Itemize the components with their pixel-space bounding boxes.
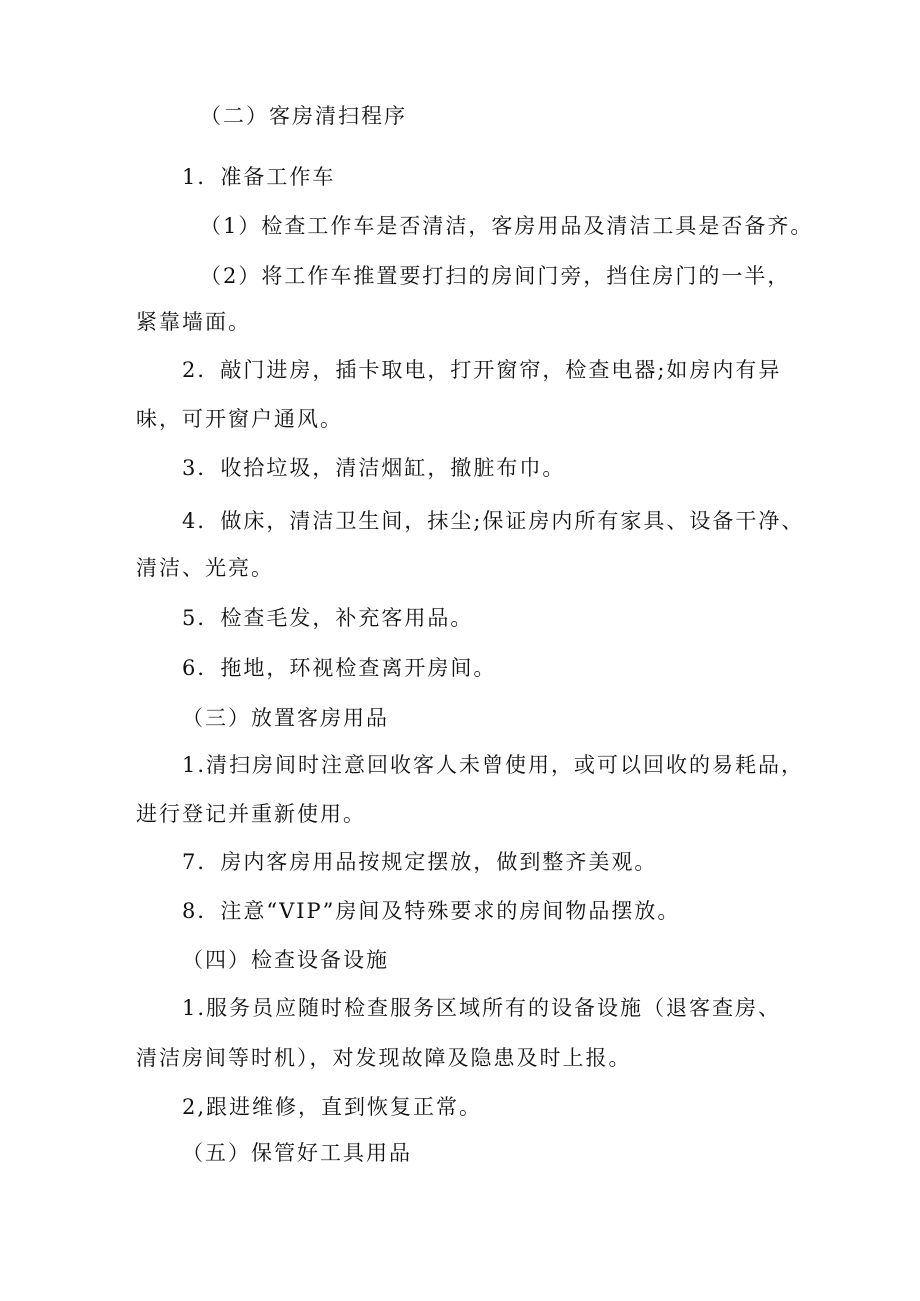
paragraph-line: 紧靠墙面。 <box>136 310 251 334</box>
paragraph-line: 4．做床，清洁卫生间，抹尘;保证房内所有家具、设备干净、 <box>182 509 805 533</box>
paragraph-line: 8．注意“VIP”房间及特殊要求的房间物品摆放。 <box>182 899 681 923</box>
paragraph-line: 清洁房间等时机），对发现故障及隐患及时上报。 <box>136 1046 632 1070</box>
paragraph-line: （2）将工作车推置要打扫的房间门旁，挡住房门的一半， <box>200 264 791 288</box>
paragraph-line: 7．房内客房用品按规定摆放，做到整齐美观。 <box>182 850 658 874</box>
paragraph-line: 6．拖地，环视检查离开房间。 <box>182 656 497 680</box>
section-heading-5: （五）保管好工具用品 <box>182 1141 412 1165</box>
paragraph-line: 2,跟进维修，直到恢复正常。 <box>182 1095 483 1119</box>
section-heading-2: （二）客房清扫程序 <box>200 104 407 128</box>
paragraph-line: 5．检查毛发，补充客用品。 <box>182 606 474 630</box>
paragraph-line: 1．准备工作车 <box>182 165 336 189</box>
paragraph-line: 进行登记并重新使用。 <box>136 802 366 826</box>
paragraph-line: 1.服务员应随时检查服务区域所有的设备设施（退客查房、 <box>182 996 782 1020</box>
section-heading-3: （三）放置客房用品 <box>182 706 389 730</box>
paragraph-line: 1.清扫房间时注意回收客人未曾使用，或可以回收的易耗品， <box>182 753 805 777</box>
paragraph-line: （1）检查工作车是否清洁，客房用品及清洁工具是否备齐。 <box>200 214 814 238</box>
paragraph-line: 2．敲门进房，插卡取电，打开窗帘，检查电器;如房内有异 <box>182 358 782 382</box>
paragraph-line: 3．收拾垃圾，清洁烟缸，撤脏布巾。 <box>182 456 566 480</box>
section-heading-4: （四）检查设备设施 <box>182 948 389 972</box>
paragraph-line: 清洁、光亮。 <box>136 556 274 580</box>
paragraph-line: 味，可开窗户通风。 <box>136 407 343 431</box>
